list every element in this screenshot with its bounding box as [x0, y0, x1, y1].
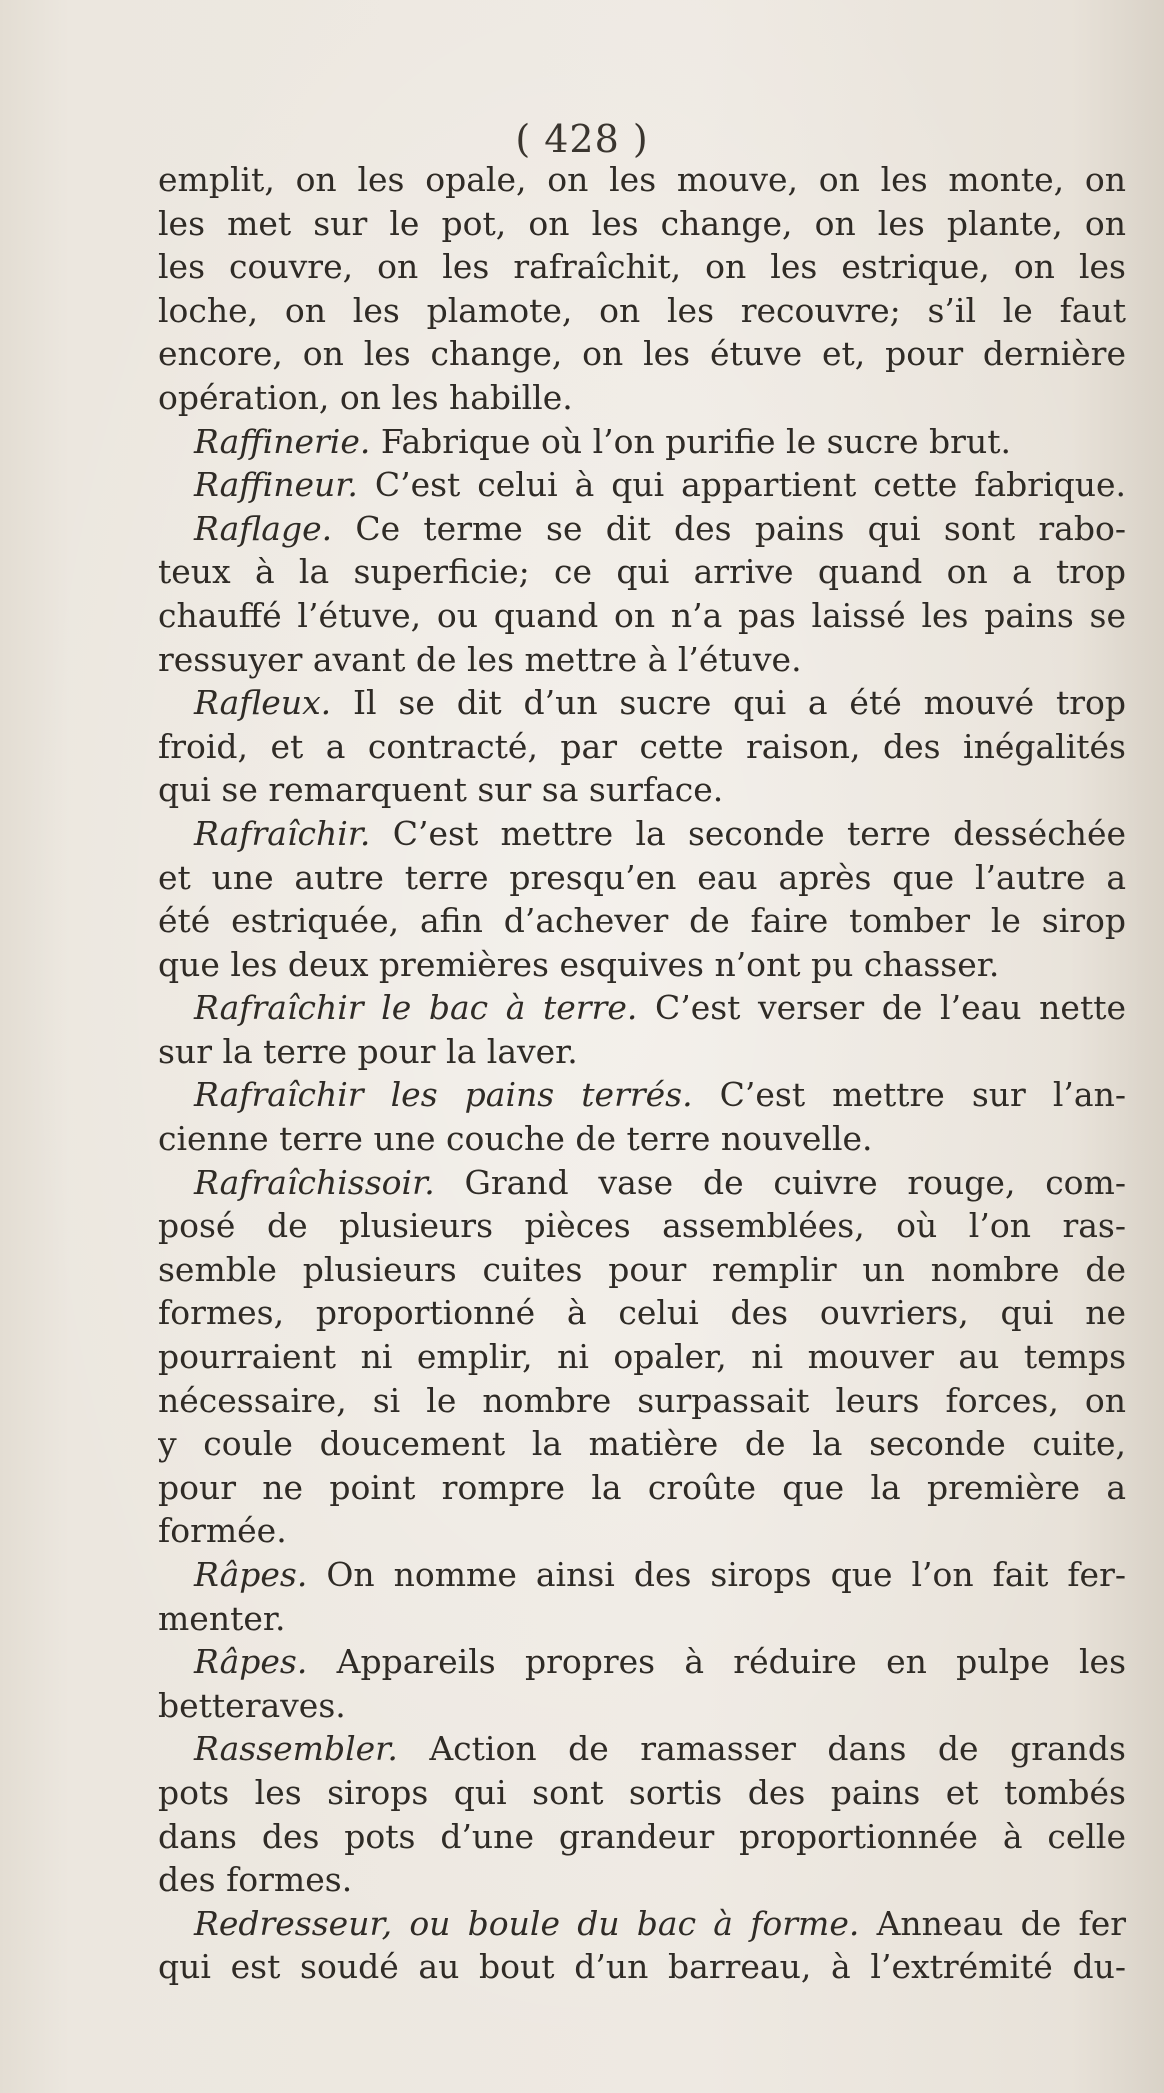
line-text: formée. [158, 1511, 287, 1551]
line-text: teux à la superficie; ce qui arrive quand on a trop [158, 552, 1126, 592]
entry-term: Rafraîchir le bac à terre. [194, 988, 638, 1028]
entry-term: Raffinerie. [194, 421, 371, 461]
line-text: qui se remarquent sur sa surface. [158, 770, 724, 810]
text-line [158, 1902, 1126, 1946]
line-text: menter. [158, 1598, 286, 1638]
entry-term: Râpes. [194, 1555, 308, 1594]
line-text: ressuyer avant de les mettre à l’étuve. [158, 639, 802, 679]
entry-term: Raflage. [194, 508, 333, 548]
line-text: sur la terre pour la laver. [158, 1031, 578, 1071]
text-line [158, 507, 1126, 551]
line-text: qui est soudé au bout d’un barreau, à l’extrémité du- [158, 1947, 1126, 1987]
text-line [158, 202, 1126, 246]
line-text: Anneau de fer [859, 1903, 1126, 1943]
line-text: les met sur le pot, on les change, on les plante, on [158, 203, 1126, 243]
line-text: Grand vase de cuivre rouge, com- [434, 1162, 1126, 1202]
line-text: encore, on les change, on les étuve et, pour dernière [158, 334, 1126, 374]
line-text: formes, proportionné à celui des ouvriers, qui ne [158, 1293, 1126, 1333]
text-line [158, 1945, 1126, 1989]
text-line [158, 1509, 1126, 1553]
line-text: C’est mettre sur l’an- [692, 1075, 1126, 1115]
line-text: C’est mettre la seconde terre desséchée [370, 813, 1126, 853]
line-text: semble plusieurs cuites pour remplir un nombre de [158, 1249, 1126, 1289]
text-line [158, 1248, 1126, 1292]
text-line [158, 1858, 1126, 1902]
text-line [158, 420, 1126, 464]
text-line [158, 681, 1126, 725]
text-line [158, 768, 1126, 812]
text-line [158, 1073, 1126, 1117]
line-text: froid, et a contracté, par cette raison, des inégalités [158, 726, 1126, 766]
entry-term: Raffineur. [194, 465, 358, 505]
line-text: C’est celui à qui appartient cette fabrique. [357, 465, 1126, 505]
line-text: pots les sirops qui sont sortis des pains et tombés [158, 1772, 1126, 1812]
line-text: dans des pots d’une grandeur proportionnée à celle [158, 1816, 1126, 1856]
text-line [158, 332, 1126, 376]
text-line [158, 725, 1126, 769]
line-text: y coule doucement la matière de la seconde cuite, [158, 1424, 1126, 1464]
text-line [158, 376, 1126, 420]
text-line [158, 1204, 1126, 1248]
line-text: été estriquée, afin d’achever de faire tomber le sirop [158, 901, 1126, 941]
text-line [158, 1640, 1126, 1684]
line-text: emplit, on les opale, on les mouve, on les monte, on [158, 160, 1126, 199]
text-line [158, 638, 1126, 682]
text-line [158, 289, 1126, 333]
body-text [158, 158, 1126, 1989]
line-text: cienne terre une couche de terre nouvelle. [158, 1119, 873, 1159]
entry-term: Râpes. [194, 1642, 308, 1682]
text-line [158, 1291, 1126, 1335]
text-line [158, 1117, 1126, 1161]
text-line [158, 812, 1126, 856]
line-text: Ce terme se dit des pains qui sont rabo- [332, 508, 1126, 548]
line-text: loche, on les plamote, on les recouvre; s’il le faut [158, 290, 1126, 330]
line-text: Appareils propres à réduire en pulpe les [307, 1642, 1126, 1682]
text-line [158, 158, 1126, 202]
line-text: posé de plusieurs pièces assemblées, où l’on ras- [158, 1206, 1126, 1246]
text-line [158, 1684, 1126, 1728]
line-text: les couvre, on les rafraîchit, on les estrique, on les [158, 247, 1126, 287]
text-line [158, 943, 1126, 987]
text-line [158, 245, 1126, 289]
text-line [158, 550, 1126, 594]
entry-term: Rafraîchir les pains terrés. [194, 1075, 693, 1115]
line-text: et une autre terre presqu’en eau après que l’autre a [158, 857, 1126, 897]
text-line [158, 1466, 1126, 1510]
text-line [158, 1161, 1126, 1205]
text-line [158, 1815, 1126, 1859]
text-line [158, 899, 1126, 943]
text-line [158, 1553, 1126, 1597]
line-text: nécessaire, si le nombre surpassait leurs forces, on [158, 1380, 1126, 1420]
text-line [158, 856, 1126, 900]
text-line [158, 594, 1126, 638]
line-text: C’est verser de l’eau nette [637, 988, 1126, 1028]
text-line [158, 463, 1126, 507]
line-text: pourraient ni emplir, ni opaler, ni mouver au temps [158, 1337, 1126, 1377]
line-text: pour ne point rompre la croûte que la première a [158, 1467, 1126, 1507]
text-line [158, 1771, 1126, 1815]
entry-term: Redresseur, ou boule du bac à forme. [194, 1903, 860, 1943]
text-line [158, 986, 1126, 1030]
entry-term: Rafraîchir. [194, 813, 371, 853]
text-line [158, 1030, 1126, 1074]
text-line [158, 1379, 1126, 1423]
page-number: ( 428 ) [515, 117, 649, 161]
line-text: chauffé l’étuve, ou quand on n’a pas laissé les pains se [158, 595, 1126, 635]
line-text: Action de ramasser dans de grands [397, 1729, 1126, 1769]
text-line [158, 1597, 1126, 1641]
entry-term: Rafleux. [194, 683, 332, 723]
text-line [158, 1335, 1126, 1379]
entry-term: Rassembler. [194, 1729, 398, 1769]
line-text: que les deux premières esquives n’ont pu chasser. [158, 944, 1000, 984]
entry-term: Rafraîchissoir. [194, 1162, 435, 1202]
line-text: Fabrique où l’on purifie le sucre brut. [370, 421, 1011, 461]
line-text: Il se dit d’un sucre qui a été mouvé trop [331, 683, 1126, 723]
line-text: On nomme ainsi des sirops que l’on fait fer- [307, 1555, 1126, 1594]
line-text: opération, on les habille. [158, 377, 573, 417]
text-line [158, 1727, 1126, 1771]
text-line [158, 1422, 1126, 1466]
line-text: des formes. [158, 1860, 353, 1900]
line-text: betteraves. [158, 1685, 346, 1725]
